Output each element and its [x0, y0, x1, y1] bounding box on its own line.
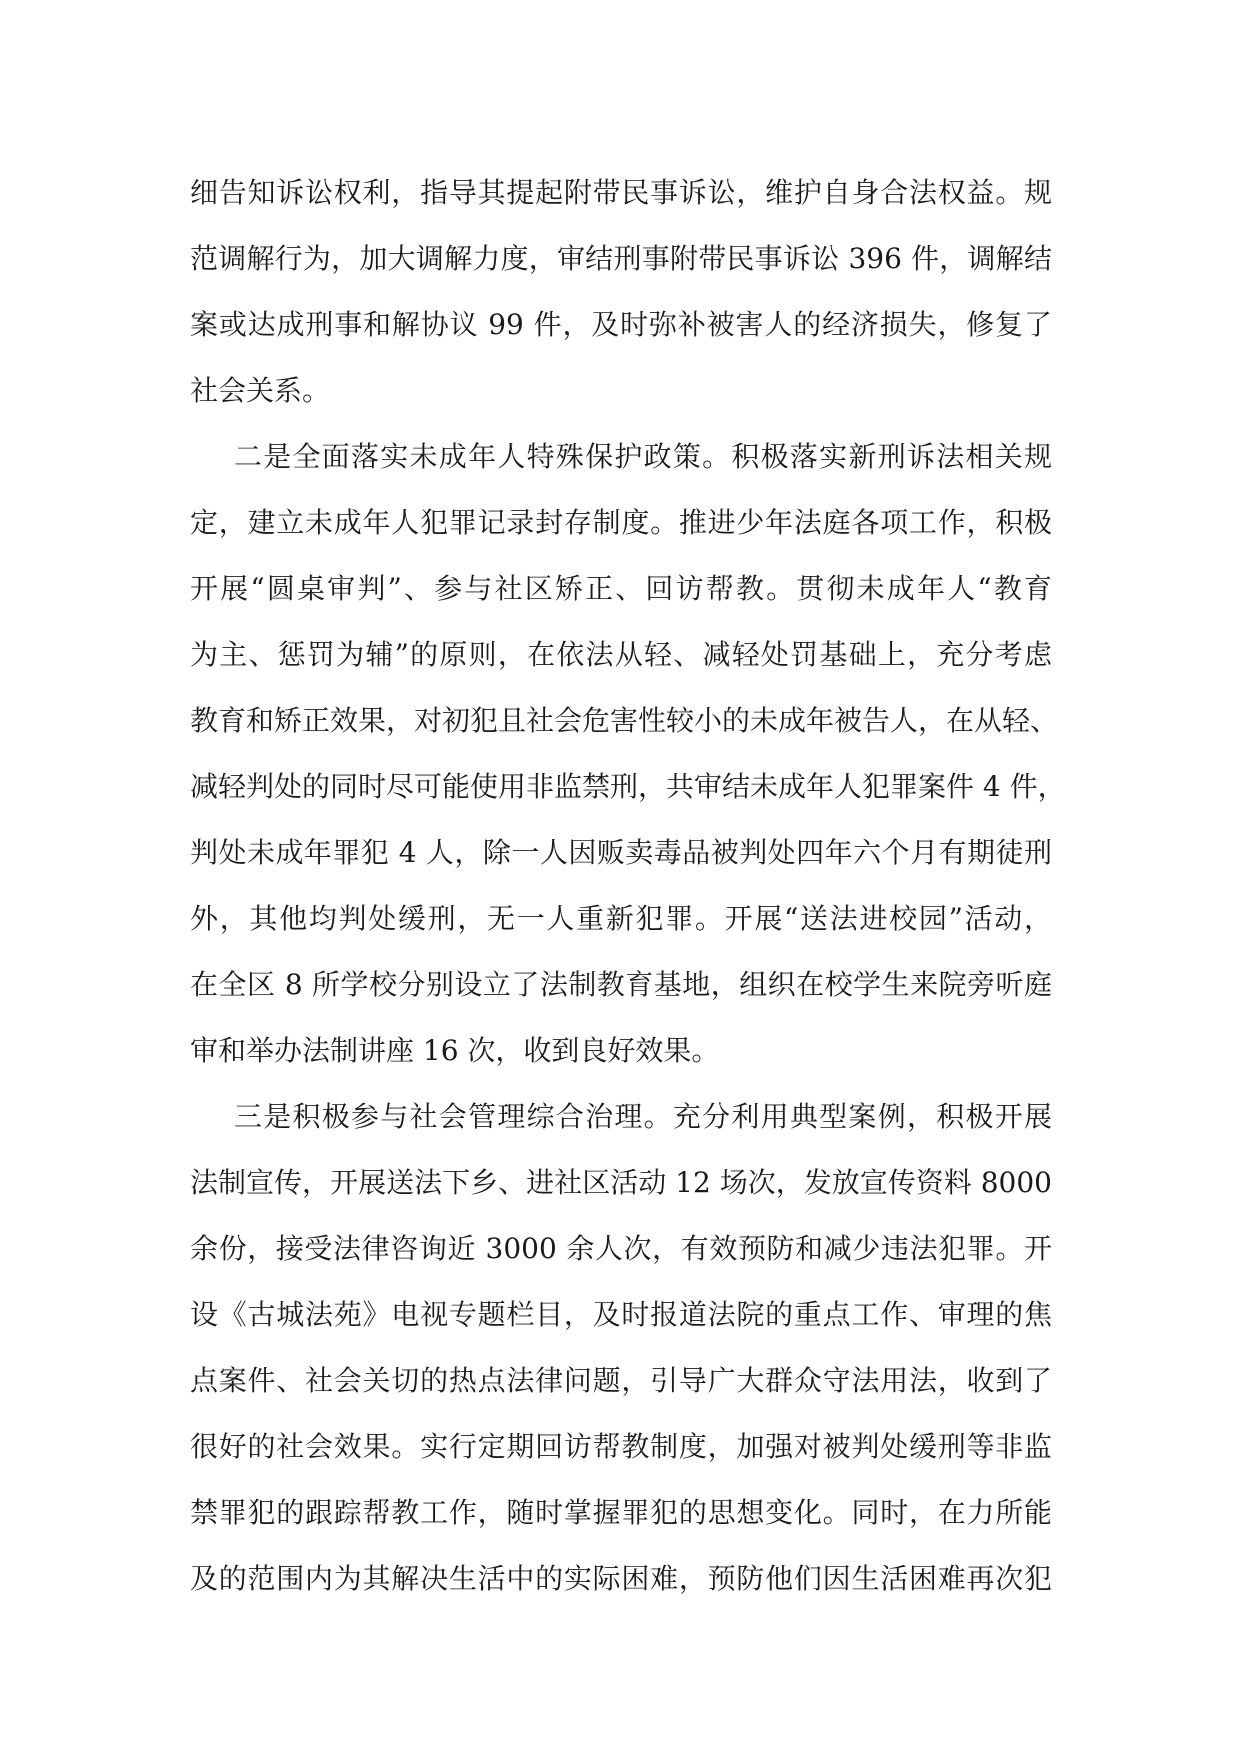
- body-text: [190, 160, 1066, 1612]
- text-line: 法制宣传，开展送法下乡、进社区活动 12 场次，发放宣传资料 8000: [190, 1166, 1052, 1199]
- text-line: 判处未成年罪犯 4 人，除一人因贩卖毒品被判处四年六个月有期徒刑: [190, 836, 1052, 869]
- text-line: 细告知诉讼权利，指导其提起附带民事诉讼，维护自身合法权益。规: [190, 176, 1052, 209]
- text-line: 很好的社会效果。实行定期回访帮教制度，加强对被判处缓刑等非监: [190, 1430, 1052, 1463]
- text-line: 范调解行为，加大调解力度，审结刑事附带民事诉讼 396 件，调解结: [190, 242, 1052, 275]
- text-line: 设《古城法苑》电视专题栏目，及时报道法院的重点工作、审理的焦: [190, 1298, 1052, 1331]
- text-line: 余份，接受法律咨询近 3000 余人次，有效预防和减少违法犯罪。开: [190, 1232, 1052, 1265]
- text-line: 禁罪犯的跟踪帮教工作，随时掌握罪犯的思想变化。同时，在力所能: [190, 1496, 1052, 1529]
- text-line: 点案件、社会关切的热点法律问题，引导广大群众守法用法，收到了: [190, 1364, 1052, 1397]
- text-line: 减轻判处的同时尽可能使用非监禁刑，共审结未成年人犯罪案件 4 件，: [190, 770, 1066, 803]
- text-line: 及的范围内为其解决生活中的实际困难，预防他们因生活困难再次犯: [190, 1562, 1052, 1595]
- text-line: 审和举办法制讲座 16 次，收到良好效果。: [190, 1034, 720, 1067]
- text-line: 案或达成刑事和解协议 99 件，及时弥补被害人的经济损失，修复了: [190, 308, 1052, 341]
- text-line: 定，建立未成年人犯罪记录封存制度。推进少年法庭各项工作，积极: [190, 506, 1052, 539]
- text-line: 为主、惩罚为辅”的原则，在依法从轻、减轻处罚基础上，充分考虑: [190, 638, 1052, 671]
- text-line: 二是全面落实未成年人特殊保护政策。积极落实新刑诉法相关规: [234, 440, 1052, 473]
- text-line: 在全区 8 所学校分别设立了法制教育基地，组织在校学生来院旁听庭: [190, 968, 1052, 1001]
- text-line: 社会关系。: [190, 374, 331, 407]
- text-line: 外，其他均判处缓刑，无一人重新犯罪。开展“送法进校园”活动，: [190, 902, 1052, 935]
- text-line: 三是积极参与社会管理综合治理。充分利用典型案例，积极开展: [234, 1100, 1052, 1133]
- text-line: 教育和矫正效果，对初犯且社会危害性较小的未成年被告人，在从轻、: [190, 704, 1059, 737]
- text-line: 开展“圆桌审判”、参与社区矫正、回访帮教。贯彻未成年人“教育: [190, 572, 1052, 605]
